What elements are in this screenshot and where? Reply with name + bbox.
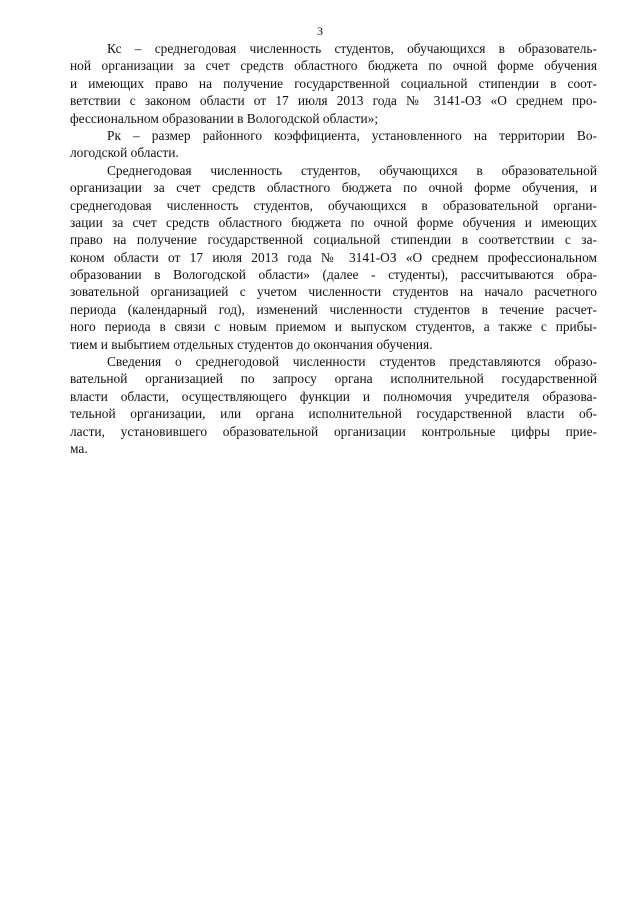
text-line: тельной организации, или органа исполнительной государственной власти об-	[70, 406, 597, 422]
text-line: власти области, осуществляющего функции и полномочия учредителя образова-	[70, 388, 597, 404]
text-line: тием и выбытием отдельных студентов до окончания обучения.	[70, 336, 433, 352]
text-line: ветствии с законом области от 17 июля 2013 года № 3141-ОЗ «О среднем про-	[70, 93, 597, 109]
text-line: зации за счет средств областного бюджета по очной форме обучения и имеющих	[70, 214, 597, 230]
text-line: ной организации за счет средств областного бюджета по очной форме обучения	[70, 58, 597, 74]
text-line: право на получение государственной социальной стипендии в соответствии с за-	[70, 232, 597, 248]
text-line: Рк – размер районного коэффициента, установленного на территории Во-	[107, 127, 597, 143]
paragraph-ks-definition	[70, 40, 597, 127]
text-line: Среднегодовая численность студентов, обучающихся в образовательной	[107, 162, 597, 178]
document-body	[70, 40, 597, 457]
text-line: ного периода в связи с новым приемом и выпуском студентов, а также с прибы-	[70, 319, 597, 335]
paragraph-reporting	[70, 353, 597, 457]
text-line: ма.	[70, 440, 88, 456]
text-line: зовательной организацией с учетом численности студентов на начало расчетного	[70, 284, 597, 300]
text-line: вательной организацией по запросу органа исполнительной государственной	[70, 371, 597, 387]
page-number: 3	[317, 24, 323, 38]
text-line: Сведения о среднегодовой численности студентов представляются образо-	[107, 354, 597, 370]
text-line: Кс – среднегодовая численность студентов, обучающихся в образователь-	[107, 41, 597, 56]
paragraph-student-count	[70, 162, 597, 353]
text-line: среднегодовая численность студентов, обучающихся в образовательной органи-	[70, 197, 597, 213]
text-line: организации за счет средств областного бюджета по очной форме обучения, и	[70, 180, 597, 196]
text-line: образовании в Вологодской области» (далее - студенты), рассчитываются обра-	[70, 267, 597, 283]
text-line: логодской области.	[70, 145, 179, 161]
text-line: коном области от 17 июля 2013 года № 3141-ОЗ «О среднем профессиональном	[70, 249, 597, 265]
paragraph-rk-definition	[70, 127, 597, 162]
text-line: и имеющих право на получение государственной социальной стипендии в соот-	[70, 75, 597, 91]
text-line: периода (календарный год), изменений численности студентов в течение расчет-	[70, 301, 597, 317]
text-line: фессиональном образовании в Вологодской области»;	[70, 110, 379, 126]
text-line: ласти, установившего образовательной организации контрольные цифры прие-	[70, 423, 597, 439]
